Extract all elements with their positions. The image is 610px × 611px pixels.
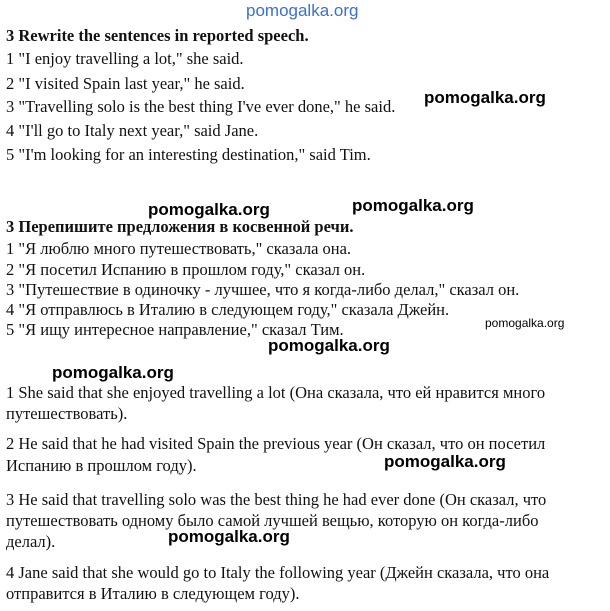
- russian-heading: 3 Перепишите предложения в косвенной речи.: [6, 217, 354, 236]
- answer-3-line-2: путешествовать одному было самой лучшей вещью, которую он когда-либо: [6, 511, 539, 530]
- answer-4-line-2: отправится в Италию в следующем году).: [6, 584, 300, 603]
- answer-2-line-2: Испанию в прошлом году).: [6, 456, 197, 475]
- answer-4-line-1: 4 Jane said that she would go to Italy the following year (Джейн сказала, что она: [6, 563, 550, 582]
- russian-item-5: 5 "Я ищу интересное направление," сказал Тим.: [6, 320, 344, 339]
- english-item-3: 3 "Travelling solo is the best thing I've ever done," he said.: [6, 97, 396, 116]
- answer-1-line-1: 1 She said that she enjoyed travelling a lot (Она сказала, что ей нравится много: [6, 383, 546, 402]
- english-item-2: 2 "I visited Spain last year," he said.: [6, 74, 245, 93]
- answer-2-line-1: 2 He said that he had visited Spain the previous year (Он сказал, что он посетил: [6, 434, 546, 453]
- watermark: pomogalka.org: [384, 452, 506, 471]
- english-item-5: 5 "I'm looking for an interesting destination," said Tim.: [6, 145, 371, 164]
- answer-1-line-2: путешествовать).: [6, 404, 128, 423]
- russian-item-4: 4 "Я отправлюсь в Италию в следующем году," сказала Джейн.: [6, 300, 450, 319]
- watermark: pomogalka.org: [52, 363, 174, 382]
- russian-item-1: 1 "Я люблю много путешествовать," сказала она.: [6, 239, 352, 258]
- russian-item-3: 3 "Путешествие в одиночку - лучшее, что я когда-либо делал," сказал он.: [6, 280, 520, 299]
- watermark-top: pomogalka.org: [246, 1, 359, 20]
- english-heading: 3 Rewrite the sentences in reported speech.: [6, 26, 309, 45]
- watermark: pomogalka.org: [424, 88, 546, 107]
- watermark-small: pomogalka.org: [485, 316, 565, 330]
- english-item-4: 4 "I'll go to Italy next year," said Jane.: [6, 121, 259, 140]
- answer-3-line-3: делал).: [6, 532, 56, 551]
- english-item-1: 1 "I enjoy travelling a lot," she said.: [6, 49, 244, 68]
- answer-3-line-1: 3 He said that travelling solo was the best thing he had ever done (Он сказал, что: [6, 490, 547, 509]
- watermark: pomogalka.org: [168, 527, 290, 546]
- watermark: pomogalka.org: [352, 196, 474, 215]
- russian-item-2: 2 "Я посетил Испанию в прошлом году," сказал он.: [6, 260, 366, 279]
- watermark: pomogalka.org: [268, 336, 390, 355]
- watermark: pomogalka.org: [148, 200, 270, 219]
